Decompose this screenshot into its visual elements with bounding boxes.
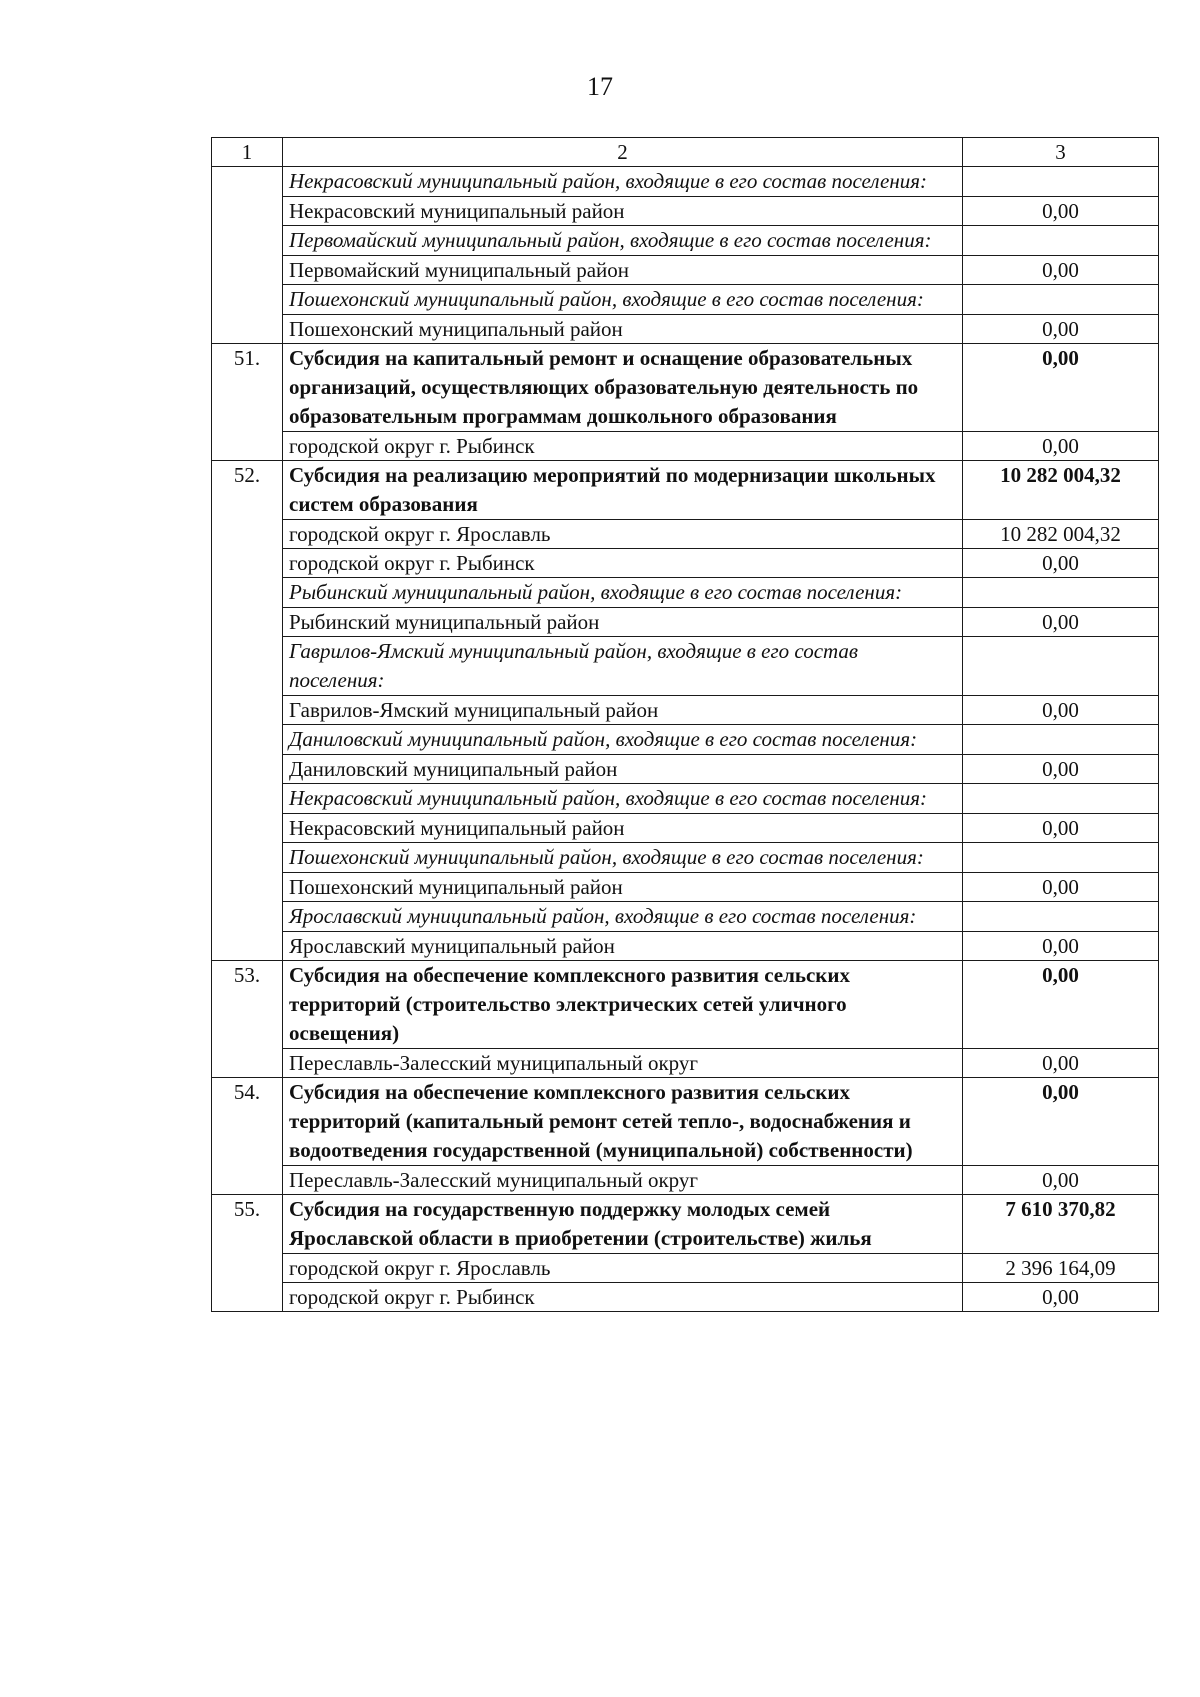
- row-amount: [963, 784, 1159, 814]
- table-row: [212, 1283, 1159, 1312]
- table-row: [212, 902, 1159, 932]
- row-description: Даниловский муниципальный район: [283, 755, 963, 784]
- row-number: [212, 197, 283, 226]
- table-row: [212, 1078, 1159, 1166]
- table-body: [212, 167, 1159, 1312]
- row-description: городской округ г. Рыбинск: [283, 549, 963, 578]
- row-amount: [963, 637, 1159, 696]
- row-number: [212, 167, 283, 197]
- row-number: [212, 578, 283, 608]
- row-amount: [963, 285, 1159, 315]
- table-row: [212, 932, 1159, 961]
- table-row: [212, 197, 1159, 226]
- row-amount: [963, 578, 1159, 608]
- table-row: [212, 1166, 1159, 1195]
- row-description: Переславль-Залесский муниципальный округ: [283, 1166, 963, 1195]
- row-amount: 0,00: [963, 1078, 1159, 1166]
- row-number: [212, 873, 283, 902]
- row-description: Некрасовский муниципальный район, входящие в его состав поселения:: [283, 167, 963, 197]
- row-number: 53.: [212, 961, 283, 1049]
- row-amount: 0,00: [963, 256, 1159, 285]
- row-amount: 0,00: [963, 432, 1159, 461]
- row-number: [212, 608, 283, 637]
- row-number: [212, 315, 283, 344]
- row-amount: 0,00: [963, 1049, 1159, 1078]
- row-number: [212, 814, 283, 843]
- row-description: городской округ г. Рыбинск: [283, 432, 963, 461]
- table-row: [212, 549, 1159, 578]
- table-row: [212, 461, 1159, 520]
- row-amount: 0,00: [963, 961, 1159, 1049]
- row-description: Некрасовский муниципальный район, входящие в его состав поселения:: [283, 784, 963, 814]
- table-row: [212, 226, 1159, 256]
- row-description: Пошехонский муниципальный район: [283, 315, 963, 344]
- row-number: 52.: [212, 461, 283, 520]
- table-row: [212, 167, 1159, 197]
- row-description: городской округ г. Ярославль: [283, 1254, 963, 1283]
- row-description: городской округ г. Рыбинск: [283, 1283, 963, 1312]
- row-amount: 0,00: [963, 1166, 1159, 1195]
- row-description: Ярославский муниципальный район, входящие в его состав поселения:: [283, 902, 963, 932]
- row-number: [212, 637, 283, 696]
- table-row: [212, 784, 1159, 814]
- table-row: [212, 256, 1159, 285]
- row-number: [212, 696, 283, 725]
- table-row: [212, 755, 1159, 784]
- row-number: [212, 725, 283, 755]
- row-amount: 0,00: [963, 814, 1159, 843]
- row-amount: 10 282 004,32: [963, 461, 1159, 520]
- row-description: Даниловский муниципальный район, входящие в его состав поселения:: [283, 725, 963, 755]
- table-row: [212, 344, 1159, 432]
- row-number: 51.: [212, 344, 283, 432]
- row-description: Некрасовский муниципальный район: [283, 814, 963, 843]
- subsidy-table: [211, 137, 1159, 1312]
- table-row: [212, 814, 1159, 843]
- row-number: [212, 784, 283, 814]
- row-description: Первомайский муниципальный район, входящие в его состав поселения:: [283, 226, 963, 256]
- row-description: Некрасовский муниципальный район: [283, 197, 963, 226]
- row-number: [212, 1166, 283, 1195]
- table-row: [212, 1195, 1159, 1254]
- row-number: [212, 1254, 283, 1283]
- table-row: [212, 696, 1159, 725]
- table-row: [212, 1254, 1159, 1283]
- table-row: [212, 608, 1159, 637]
- row-description: Субсидия на обеспечение комплексного развития сельских территорий (капитальный ремонт сетей тепло-, водоснабжения и водоотведения государственной (муниципальной) собственности): [283, 1078, 963, 1166]
- page-number: 17: [587, 72, 613, 101]
- row-description: Ярославский муниципальный район: [283, 932, 963, 961]
- row-number: [212, 520, 283, 549]
- row-description: Рыбинский муниципальный район: [283, 608, 963, 637]
- row-description: городской округ г. Ярославль: [283, 520, 963, 549]
- row-number: [212, 432, 283, 461]
- row-description: Гаврилов-Ямский муниципальный район: [283, 696, 963, 725]
- table-row: [212, 520, 1159, 549]
- row-number: [212, 1049, 283, 1078]
- row-description: Пошехонский муниципальный район, входящие в его состав поселения:: [283, 843, 963, 873]
- row-amount: 0,00: [963, 197, 1159, 226]
- row-amount: [963, 167, 1159, 197]
- row-number: [212, 226, 283, 256]
- row-number: 55.: [212, 1195, 283, 1254]
- table-row: [212, 725, 1159, 755]
- row-description: Рыбинский муниципальный район, входящие в его состав поселения:: [283, 578, 963, 608]
- row-amount: 0,00: [963, 344, 1159, 432]
- table-row: [212, 637, 1159, 696]
- row-amount: [963, 843, 1159, 873]
- header-col-2: 2: [283, 138, 963, 167]
- row-number: [212, 843, 283, 873]
- row-number: [212, 285, 283, 315]
- row-description: Субсидия на реализацию мероприятий по модернизации школьных систем образования: [283, 461, 963, 520]
- row-description: Пошехонский муниципальный район: [283, 873, 963, 902]
- table-header-row: [212, 138, 1159, 167]
- row-amount: [963, 226, 1159, 256]
- row-number: 54.: [212, 1078, 283, 1166]
- row-number: [212, 1283, 283, 1312]
- row-amount: [963, 902, 1159, 932]
- header-col-1: 1: [212, 138, 283, 167]
- row-number: [212, 256, 283, 285]
- table-row: [212, 843, 1159, 873]
- row-amount: 0,00: [963, 873, 1159, 902]
- row-description: Субсидия на обеспечение комплексного развития сельских территорий (строительство электрических сетей уличного освещения): [283, 961, 963, 1049]
- header-col-3: 3: [963, 138, 1159, 167]
- table-row: [212, 1049, 1159, 1078]
- row-number: [212, 549, 283, 578]
- row-description: Гаврилов-Ямский муниципальный район, входящие в его состав поселения:: [283, 637, 963, 696]
- row-amount: 0,00: [963, 608, 1159, 637]
- table-row: [212, 961, 1159, 1049]
- row-amount: 7 610 370,82: [963, 1195, 1159, 1254]
- row-number: [212, 755, 283, 784]
- row-description: Пошехонский муниципальный район, входящие в его состав поселения:: [283, 285, 963, 315]
- table-row: [212, 432, 1159, 461]
- row-amount: 0,00: [963, 696, 1159, 725]
- row-amount: 0,00: [963, 315, 1159, 344]
- row-description: Субсидия на капитальный ремонт и оснащение образовательных организаций, осуществляющих образовательную деятельность по образовательным программам дошкольного образования: [283, 344, 963, 432]
- row-amount: 0,00: [963, 549, 1159, 578]
- row-description: Первомайский муниципальный район: [283, 256, 963, 285]
- table-row: [212, 873, 1159, 902]
- table-row: [212, 285, 1159, 315]
- row-amount: 0,00: [963, 755, 1159, 784]
- row-amount: 2 396 164,09: [963, 1254, 1159, 1283]
- row-number: [212, 932, 283, 961]
- row-amount: 10 282 004,32: [963, 520, 1159, 549]
- row-amount: 0,00: [963, 932, 1159, 961]
- table-row: [212, 578, 1159, 608]
- row-description: Переславль-Залесский муниципальный округ: [283, 1049, 963, 1078]
- row-number: [212, 902, 283, 932]
- row-description: Субсидия на государственную поддержку молодых семей Ярославской области в приобретении (строительстве) жилья: [283, 1195, 963, 1254]
- row-amount: 0,00: [963, 1283, 1159, 1312]
- table-row: [212, 315, 1159, 344]
- row-amount: [963, 725, 1159, 755]
